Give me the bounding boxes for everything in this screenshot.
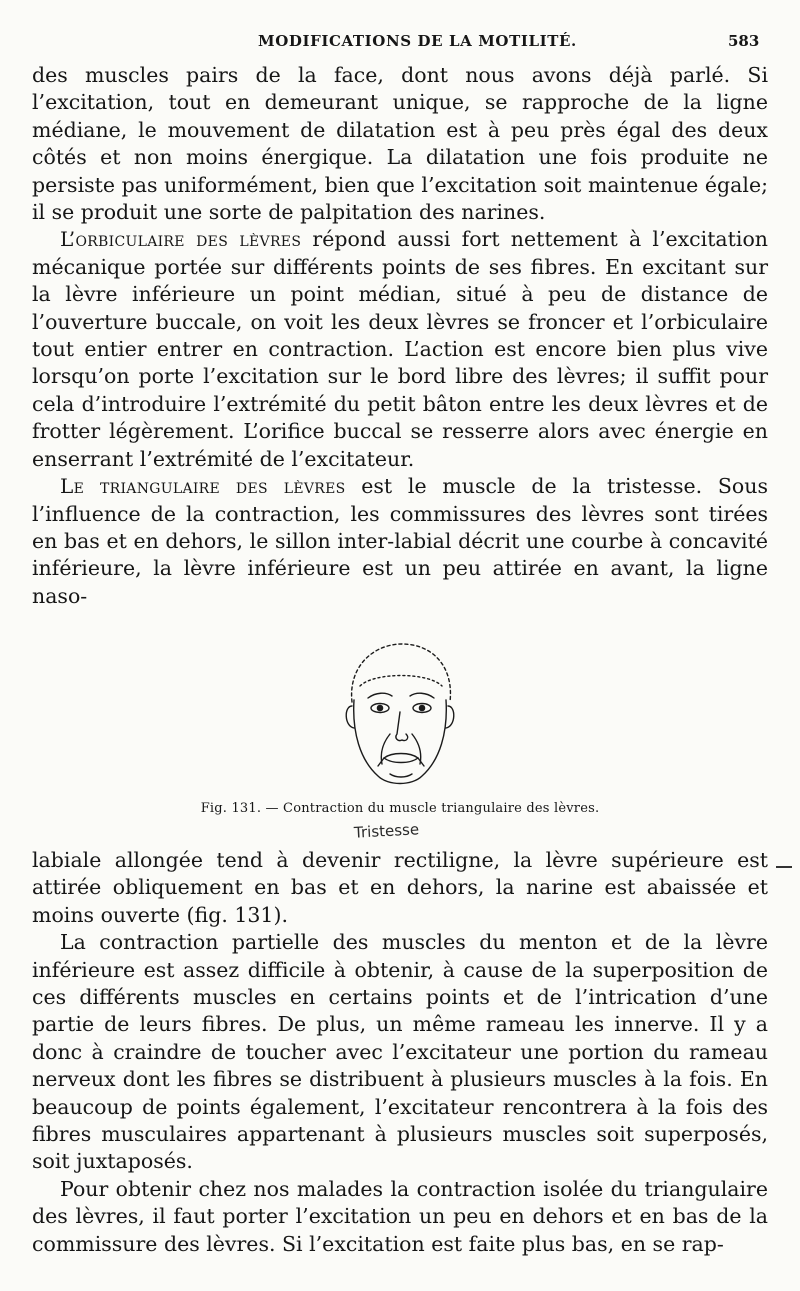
mouth-upper-lip [384,754,418,759]
text-block-bottom [32,847,768,1258]
paragraph-4: labiale allongée tend à devenir rectiligne, la lèvre supérieure est attirée obliquement en bas et en dehors, la narine est abaissée et moins ouverte (fig. 131). [32,848,768,927]
running-head: MODIFICATIONS DE LA MOTILITÉ. [258,32,577,50]
muscle-name-orbiculaire: L’orbiculaire des lèvres [60,227,302,252]
hair-line [360,676,442,687]
text-block-top [32,62,768,610]
head-outline [352,644,451,702]
paragraph-6: Pour obtenir chez nos malades la contraction isolée du triangulaire des lèvres, il faut porter l’excitation un peu en dehors et en bas de la commissure des lèvres. Si l’excitation est faite plus bas, en se rap- [32,1176,768,1256]
paragraph-3-text: est le muscle de la tristesse. Sous l’influence de la contraction, les commissures des lèvres sont tirées en bas et en dehors, le sillon inter-labial décrit une courbe à concavité inférieure, la lèvre inférieure est un peu attirée en avant, la ligne naso- [32,474,768,608]
right-ear [446,706,454,728]
page-number: 583 [728,32,760,50]
muscle-name-triangulaire: Le triangulaire des lèvres [60,474,346,499]
paragraph-1: des muscles pairs de la face, dont nous avons déjà parlé. Si l’excitation, tout en demeurant unique, se rapproche de la ligne médiane, le mouvement de dilatation est à peu près égal des deux côtés et non moins énergique. La dilatation une fois produite ne persiste pas uniformément, bien que l’excitation soit maintenue égale; il se produit une sorte de palpitation des narines. [32,63,768,225]
mouth-lower-lip [384,758,418,763]
margin-mark-right [776,866,792,868]
figure-131-face-illustration [330,636,470,796]
nose [396,712,408,741]
figure-caption: Fig. 131. — Contraction du muscle triangulaire des lèvres. [200,801,600,816]
page-header [0,30,800,54]
paragraph-2-text: répond aussi fort nettement à l’excitation mécanique portée sur différents points de ses fibres. En excitant sur la lèvre inférieure un point médian, situé à peu de distance de l’ouverture buccale, on voit les deux lèvres se froncer et l’orbiculaire tout entier entrer en contraction. L’action est encore bien plus vive lorsqu’on porte l’excitation sur le bord libre des lèvres; il suffit pour cela d’introduire l’extrémité du petit bâton entre les deux lèvres et de frotter légèrement. L’orifice buccal se resserre alors avec énergie en enserrant l’extrémité de l’excitateur. [32,227,768,471]
chin [390,774,412,777]
right-brow [410,693,434,698]
handwritten-annotation: Tristesse [353,820,420,842]
paragraph-5: La contraction partielle des muscles du menton et de la lèvre inférieure est assez difficile à obtenir, à cause de la superposition de ces différents muscles en certains points et de l’intrication d’une partie de leurs fibres. De plus, un même rameau les innerve. Il y a donc à craindre de toucher avec l’excitateur une portion du rameau nerveux dont les fibres se distribuent à plusieurs muscles à la fois. En beaucoup de points également, l’excitateur rencontrera à la fois des fibres musculaires appartenant à plusieurs muscles soit superposés, soit juxtaposés. [32,930,768,1174]
left-brow [368,693,392,698]
left-ear [346,706,354,728]
paragraph-3 [32,473,768,610]
paragraph-2 [32,226,768,473]
